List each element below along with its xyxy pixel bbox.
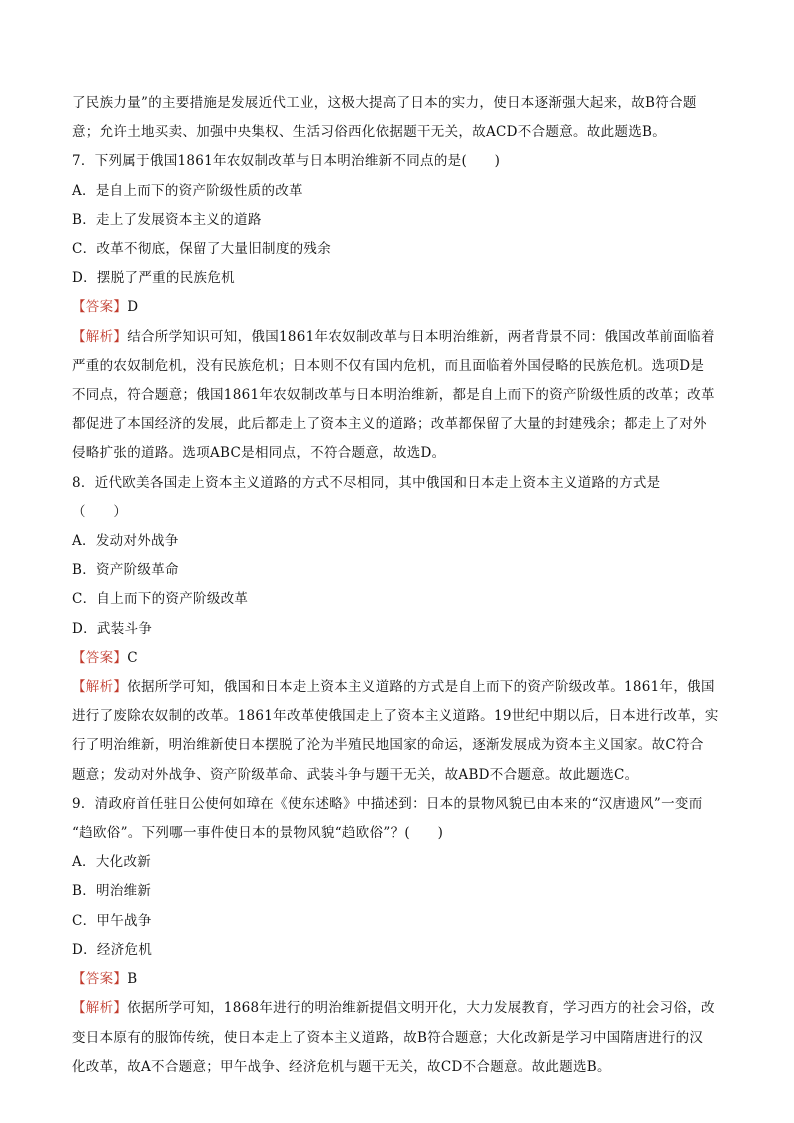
question-7-answer <box>72 293 722 322</box>
question-7-analysis-line-2: 严重的农奴制危机，没有民族危机；日本则不仅有国内危机，而且面临着外国侵略的民族危机。选项D是 <box>72 357 705 374</box>
analysis-text: 依据所学可知，1868年进行的明治维新提倡文明开化，大力发展教育，学习西方的社会习俗，改 <box>127 1000 715 1017</box>
question-9-option-a: A．大化改新 <box>72 854 152 871</box>
question-8-answer <box>72 644 722 673</box>
question-8-analysis-line-4: 题意；发动对外战争、资产阶级革命、武装斗争与题干无关，故ABD不合题意。故此题选C。 <box>72 766 639 783</box>
question-7-option-d: D．摆脱了严重的民族危机 <box>72 270 235 287</box>
question-8-analysis-line-3: 行了明治维新，明治维新使日本摆脱了沦为半殖民地国家的命运，逐渐发展成为资本主义国家。故C符合 <box>72 737 704 754</box>
question-9-analysis-line-3: 化改革，故A不合题意；甲午战争、经济危机与题干无关，故CD不合题意。故此题选B。 <box>72 1058 611 1075</box>
answer-value: D <box>127 299 139 316</box>
question-8-option-d: D．武装斗争 <box>72 620 153 637</box>
answer-tag: 【答案】 <box>72 971 128 988</box>
question-8-analysis-line-1 <box>72 673 722 702</box>
question-9-analysis-line-1 <box>72 994 722 1023</box>
question-8-stem-line-2: （ ） <box>72 503 128 520</box>
analysis-text: 依据所学可知，俄国和日本走上资本主义道路的方式是自上而下的资产阶级改革。1861年，俄国 <box>127 679 715 696</box>
question-9-option-c: C．甲午战争 <box>72 912 152 929</box>
question-9-stem-line-1: 9．清政府首任驻日公使何如璋在《使东述略》中描述到：日本的景物风貌已由本来的“汉唐遗风”一变而 <box>72 795 703 812</box>
document-page <box>72 89 722 1082</box>
question-9-option-b: B．明治维新 <box>72 883 152 900</box>
analysis-tag: 【解析】 <box>72 328 128 345</box>
question-9-analysis-line-2: 变日本原有的服饰传统，使日本走上了资本主义道路，故B符合题意；大化改新是学习中国隋唐进行的汉 <box>72 1029 704 1046</box>
answer-tag: 【答案】 <box>72 299 128 316</box>
answer-value: B <box>127 971 138 988</box>
question-9-option-d: D．经济危机 <box>72 941 153 958</box>
question-9-answer <box>72 965 722 994</box>
answer-tag: 【答案】 <box>72 649 128 666</box>
question-7-analysis-line-1 <box>72 323 722 352</box>
intro-line-2: 意；允许土地买卖、加强中央集权、生活习俗西化依据题干无关，故ACD不合题意。故此题选B。 <box>72 124 667 141</box>
question-8-analysis-line-2: 进行了废除农奴制的改革。1861年改革使俄国走上了资本主义道路。19世纪中期以后，日本进行改革，实 <box>72 708 719 725</box>
analysis-text: 结合所学知识可知，俄国1861年农奴制改革与日本明治维新，两者背景不同：俄国改革前面临着 <box>127 328 715 345</box>
question-8-option-c: C．自上而下的资产阶级改革 <box>72 591 249 608</box>
question-7-option-b: B．走上了发展资本主义的道路 <box>72 211 262 228</box>
analysis-tag: 【解析】 <box>72 1000 128 1017</box>
question-7-analysis-line-4: 都促进了本国经济的发展，此后都走上了资本主义的道路；改革都保留了大量的封建残余；都走上了对外 <box>72 416 707 433</box>
question-9-stem-line-2: “趋欧俗”。下列哪一事件使日本的景物风貌“趋欧俗”？( ) <box>72 825 444 842</box>
answer-value: C <box>127 649 138 666</box>
question-8-stem-line-1: 8．近代欧美各国走上资本主义道路的方式不尽相同，其中俄国和日本走上资本主义道路的方式是 <box>72 474 661 491</box>
question-8-option-a: A．发动对外战争 <box>72 533 179 550</box>
intro-line-1: 了民族力量”的主要措施是发展近代工业，这极大提高了日本的实力，使日本逐渐强大起来，故B符合题 <box>72 95 697 111</box>
question-7-analysis-line-5: 侵略扩张的道路。选项ABC是相同点，不符合题意，故选D。 <box>72 445 446 462</box>
question-7-stem: 7．下列属于俄国1861年农奴制改革与日本明治维新不同点的是( ) <box>72 153 501 170</box>
question-7-option-a: A．是自上而下的资产阶级性质的改革 <box>72 182 303 199</box>
question-7-analysis-line-3: 不同点，符合题意；俄国1861年农奴制改革与日本明治维新，都是自上而下的资产阶级性质的改革；改革 <box>72 387 715 404</box>
question-7-option-c: C．改革不彻底，保留了大量旧制度的残余 <box>72 241 332 258</box>
analysis-tag: 【解析】 <box>72 679 128 696</box>
question-8-option-b: B．资产阶级革命 <box>72 562 179 579</box>
